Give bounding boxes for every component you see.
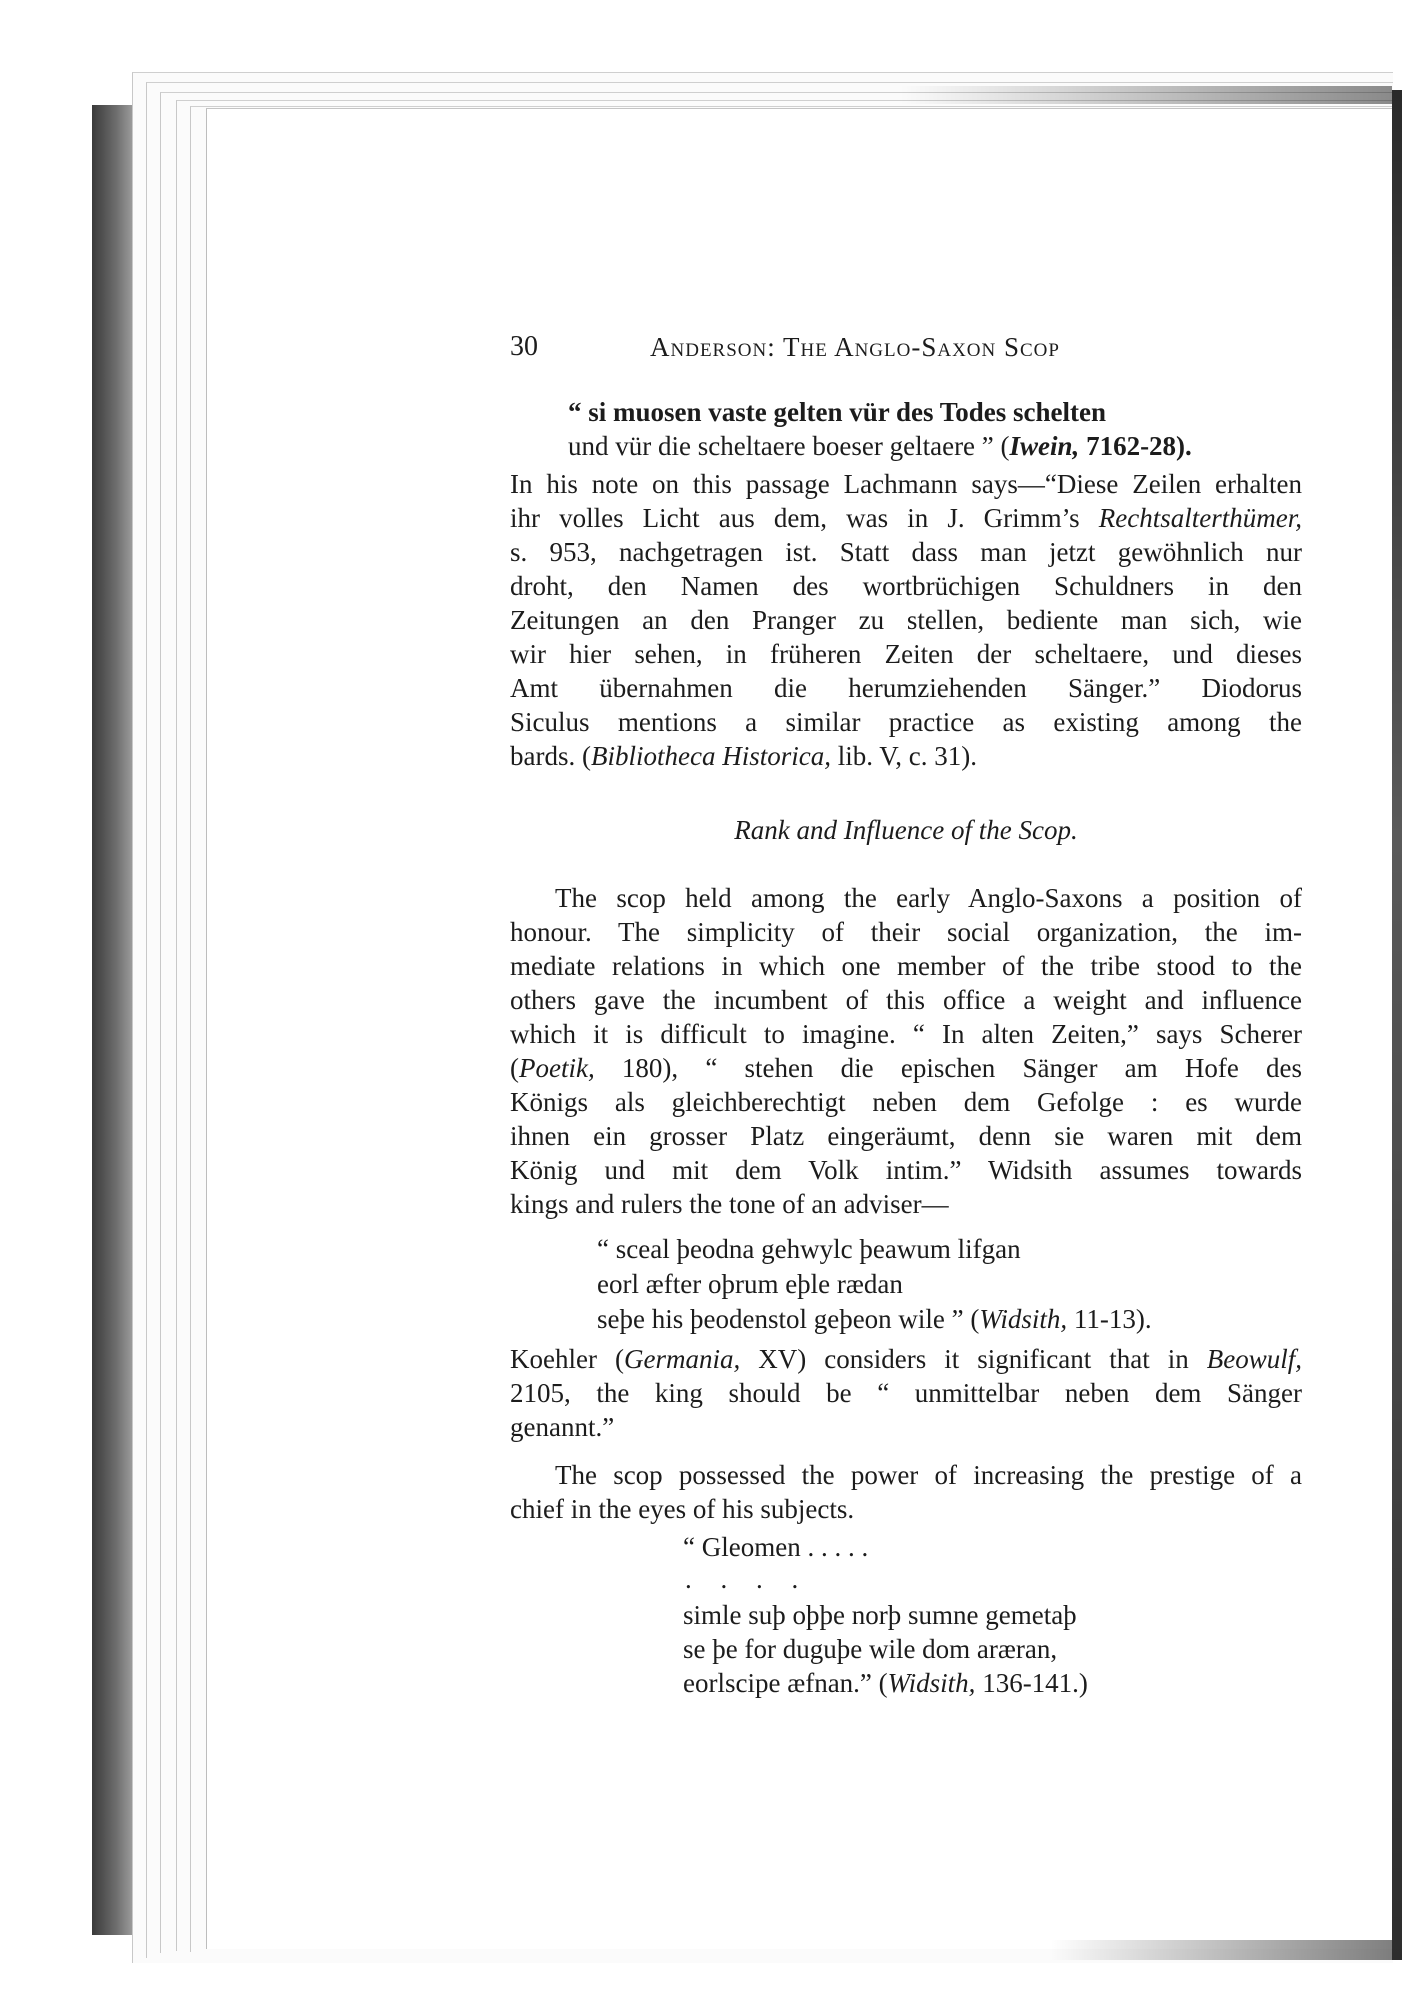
paragraph-line: (Poetik, 180), “ stehen die epischen Sänger am Hofe des (510, 1053, 1302, 1083)
paragraph-line: droht, den Namen des wortbrüchigen Schuldners in den (510, 571, 1302, 601)
quote-line: und vür die scheltaere boeser geltaere ” (Iwein, 7162-28). (568, 431, 1192, 461)
citation-title: Beowulf, (1206, 1344, 1302, 1374)
quote-line: eorl æfter oþrum eþle rædan (597, 1269, 903, 1299)
paragraph-line: ihr volles Licht aus dem, was in J. Grimm’s Rechtsalterthümer, (510, 503, 1302, 533)
paragraph-line: which it is difficult to imagine. “ In alten Zeiten,” says Scherer (510, 1019, 1302, 1049)
paragraph-line: ihnen ein grosser Platz eingeräumt, denn sie waren mit dem (510, 1121, 1302, 1151)
quote-line: “ sceal þeodna gehwylc þeawum lifgan (597, 1234, 1021, 1264)
citation-title: Poetik, (519, 1053, 595, 1083)
paragraph-line: In his note on this passage Lachmann says—“Diese Zeilen erhalten (510, 469, 1302, 499)
quote-line: seþe his þeodenstol geþeon wile ” (Widsith, 11-13). (597, 1304, 1152, 1334)
book-spine-shadow (92, 105, 132, 1935)
paragraph-line: others gave the incumbent of this office a weight and influence (510, 985, 1302, 1015)
paragraph-line: Koehler (Germania, XV) considers it significant that in Beowulf, (510, 1344, 1302, 1374)
quote-line: simle suþ oþþe norþ sumne gemetaþ (683, 1600, 1077, 1630)
citation-title: Germania, (623, 1344, 741, 1374)
quote-line: se þe for duguþe wile dom aræran, (683, 1634, 1058, 1664)
citation-title: Iwein, (1009, 431, 1080, 461)
paragraph-line: honour. The simplicity of their social organization, the im- (510, 917, 1302, 947)
page-right-edge (1392, 90, 1402, 1960)
quote-line: “ si muosen vaste gelten vür des Todes schelten (568, 397, 1107, 427)
paragraph-line: The scop held among the early Anglo-Saxons a position of (555, 883, 1302, 913)
citation-title: Bibliotheca Historica, (590, 741, 831, 771)
section-heading: Rank and Influence of the Scop. (734, 815, 1078, 845)
paragraph-line: Siculus mentions a similar practice as existing among the (510, 707, 1302, 737)
paragraph-line: kings and rulers the tone of an adviser— (510, 1189, 949, 1219)
running-head: Anderson: The Anglo-Saxon Scop (650, 332, 1060, 362)
paragraph-line: s. 953, nachgetragen ist. Statt dass man jetzt gewöhnlich nur (510, 537, 1302, 567)
paragraph-line: mediate relations in which one member of the tribe stood to the (510, 951, 1302, 981)
citation-title: Widsith, (887, 1668, 976, 1698)
quote-line: eorlscipe æfnan.” (Widsith, 136-141.) (683, 1668, 1088, 1698)
paragraph-line: The scop possessed the power of increasing the prestige of a (555, 1460, 1302, 1490)
quote-ellipsis-line: . . . . (685, 1564, 810, 1594)
quote-line: “ Gleomen . . . . . (683, 1532, 869, 1562)
paragraph-line: genannt.” (510, 1412, 615, 1442)
paragraph-line: 2105, the king should be “ unmittelbar neben dem Sänger (510, 1378, 1302, 1408)
paragraph-line: König und mit dem Volk intim.” Widsith assumes towards (510, 1155, 1302, 1185)
paragraph-line: Zeitungen an den Pranger zu stellen, bediente man sich, wie (510, 605, 1302, 635)
paragraph-line: chief in the eyes of his subjects. (510, 1494, 855, 1524)
citation-title: Rechtsalterthümer, (1098, 503, 1302, 533)
paragraph-line: Amt übernahmen die herumziehenden Sänger.” Diodorus (510, 673, 1302, 703)
citation-title: Widsith, (979, 1304, 1068, 1334)
paragraph-line: bards. (Bibliotheca Historica, lib. V, c. 31). (510, 741, 977, 771)
page-bottom-shadow (1050, 1940, 1392, 1960)
paragraph-line: Königs als gleichberechtigt neben dem Gefolge : es wurde (510, 1087, 1302, 1117)
page-number: 30 (510, 331, 538, 362)
paragraph-line: wir hier sehen, in früheren Zeiten der scheltaere, und dieses (510, 639, 1302, 669)
page-top-shadow (900, 86, 1392, 104)
